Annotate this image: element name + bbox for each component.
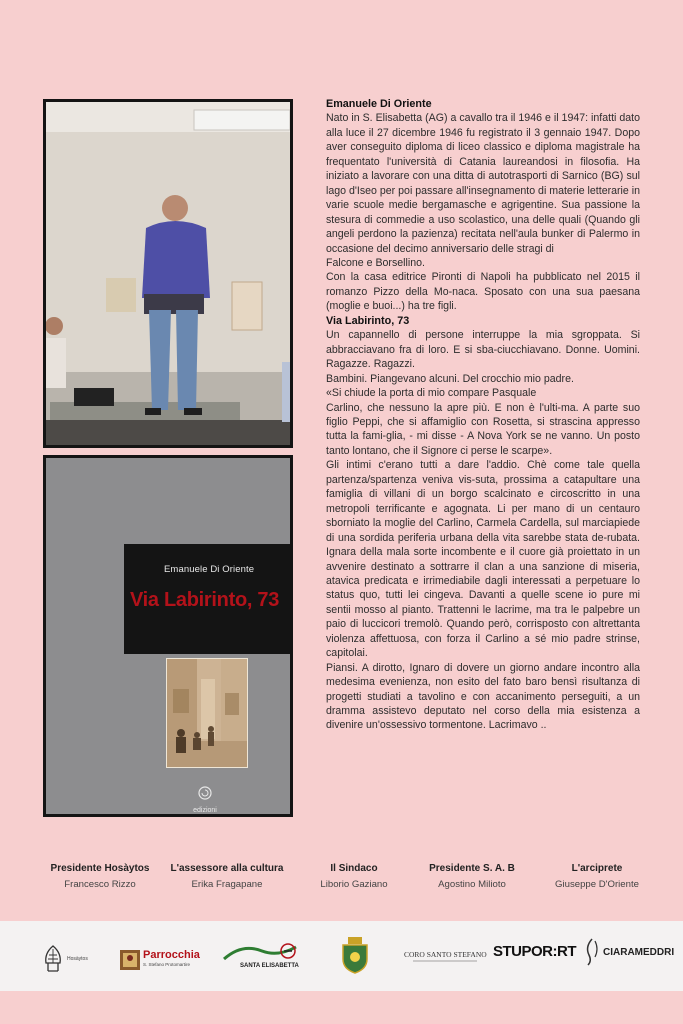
excerpt-paragraph: Un capannello di persone interruppe la mia sgroppata. Si abbracciavano fra di loro. E si sba-ciucchiavano. Donne. Uomini. Ragazze. Ragazzi. <box>326 329 640 371</box>
sponsor-logos-bar <box>0 921 683 991</box>
excerpt-paragraph: Piansi. A dirotto, Ignaro di dovere un giorno andare incontro alla medesima evenienza, non esito del fato baro bensì risultanza di progetti studiati a tavolino e con accanimento perseguiti, a un dramma assistevo deputato nel corso della mia esistenza a divenire un'ossessivo tormentone. Lacrimavo .. <box>326 661 640 732</box>
banda-label: SANTA ELISABETTA <box>240 963 299 969</box>
signature-name: Agostino Milioto <box>438 879 506 890</box>
hosaytos-label: Hosàytos <box>67 956 88 962</box>
excerpt-paragraph: Carlino, che nessuno la apre più. E non è l'ulti-ma. A parte suo figlio Peppi, che si affamiglio con Rosetta, si strascina appresso tutta la fami-glia, - mi disse - A Nova York se ne vanno. Un posto tanto lontano, che il Signore ci perse le scarpe». <box>326 401 640 457</box>
comune-crest-icon <box>340 935 370 975</box>
banda-icon <box>222 941 298 963</box>
publisher-logo <box>175 786 235 814</box>
publisher-spiral-icon <box>198 786 212 800</box>
parrocchia-logo <box>120 950 200 970</box>
parrocchia-icon <box>120 950 140 970</box>
comune-crest-logo <box>340 935 370 975</box>
coro-logo <box>404 950 487 963</box>
ciarameddri-label: CIARAMEDDRI <box>603 946 675 958</box>
banda-logo <box>222 941 299 969</box>
excerpt-paragraph: Bambini. Piangevano alcuni. Del crocchio mio padre. <box>326 372 574 385</box>
text-column <box>326 97 640 733</box>
signatures-row <box>0 862 683 896</box>
book-cover-title: Via Labirinto, 73 <box>130 589 280 611</box>
bio-heading: Emanuele Di Oriente <box>326 98 432 110</box>
signature-role: Il Sindaco <box>330 863 378 874</box>
signature-name: Giuseppe D'Oriente <box>555 879 639 890</box>
signature-role: Presidente S. A. B <box>429 863 515 874</box>
signature-presidente-hosaytos <box>40 862 160 892</box>
ciarameddri-icon <box>583 937 601 967</box>
signature-presidente-sab <box>418 862 526 892</box>
bio-paragraph: Falcone e Borsellino. <box>326 256 425 269</box>
signature-role: Presidente Hosàytos <box>50 863 150 874</box>
book-cover-photo <box>166 658 248 768</box>
stupor-label: STUPOR:RT <box>493 943 576 960</box>
signature-sindaco <box>306 862 402 892</box>
signature-arciprete <box>540 862 654 892</box>
bio-paragraph: Nato in S. Elisabetta (AG) a cavallo tra il 1946 e il 1947: infatti dato alla luce il 27 dicembre 1946 fu registrato il 3 gennaio 1947. Dopo aver conseguito diploma di liceo classico e diploma magistrale ha frequentato l'università di Catania laureandosi in filosofia. Ha iniziato a lavorare con una ditta di autotrasporti di Sarnico (BG) sul lago d'Iseo per poi passare all'insegnamento di materie letterarie in varie scuole medie bergamasche e agrigentine. Sua passione la stesura di commedie a uso scolastico, una delle quali (Quando gli angeli perdono la pazienza) recitata nell'aula bunker di Palermo in occasione del decimo anniversario delle stragi di <box>326 112 640 255</box>
parrocchia-sub-label: S. Stefano Protomartire <box>143 962 191 967</box>
excerpt-paragraph: Gli intimi c'erano tutti a dare l'addio. Chè come tale quella partenza/spartenza veniva vis-suta, prossima a catapultare una famiglia di villani di un borgo scalcinato e circoscritto in una metropoli terrificante e agognata. Li per mano di un centauro sborniato la moglie del Carlino, Carmela Cardella, sul marciapiede di una sordida periferia urbana della vita sarebbe stata de-rubata. Ignara della mala sorte incombente e il cuore già proiettato in un avvenire destinato a sottrarre il clan a una sanzione di miseria, atavica predicata e irrimediabile dagli interessati a perpetuare lo status quo, tutti lei cingeva. Davanti a quelle scene io pure mi sentii mosso al pianto. Trattenni le lacrime, ma tra le palpebre un paio di luccicori tremolò. Quando però, corrisposto con altrettanta violenza affettuosa, con forza il Carlino a sé mio padre strinse, capitolai. <box>326 459 640 660</box>
publisher-name: edizioni <box>193 807 217 814</box>
bio-paragraph: Con la casa editrice Pironti di Napoli ha pubblicato nel 2015 il romanzo Pizzo della Mo-naca. Sposato con una sua paesana (moglie e buoi...) ha tre figli. <box>326 271 640 313</box>
excerpt-heading: Via Labirinto, 73 <box>326 314 410 327</box>
book-cover-author: Emanuele Di Oriente <box>164 564 255 575</box>
signature-name: Francesco Rizzo <box>64 879 136 890</box>
coro-underline <box>413 959 477 963</box>
parrocchia-label: Parrocchia <box>143 949 200 961</box>
book-cover <box>43 455 293 817</box>
book-cover-photo-illustration <box>167 659 247 767</box>
hosaytos-icon <box>42 945 64 973</box>
coro-label: CORO SANTO STEFANO <box>404 950 487 959</box>
author-photo-illustration <box>46 102 290 445</box>
stupor-logo <box>493 943 576 960</box>
signature-assessore <box>162 862 292 892</box>
ciarameddri-logo <box>583 937 674 967</box>
signature-role: L'assessore alla cultura <box>170 863 284 874</box>
author-photo <box>43 99 293 448</box>
signature-name: Erika Fragapane <box>191 879 263 890</box>
signature-name: Liborio Gaziano <box>320 879 388 890</box>
excerpt-paragraph: «Si chiude la porta di mio compare Pasquale <box>326 387 537 400</box>
signature-role: L'arciprete <box>571 863 623 874</box>
hosaytos-logo <box>42 945 88 973</box>
